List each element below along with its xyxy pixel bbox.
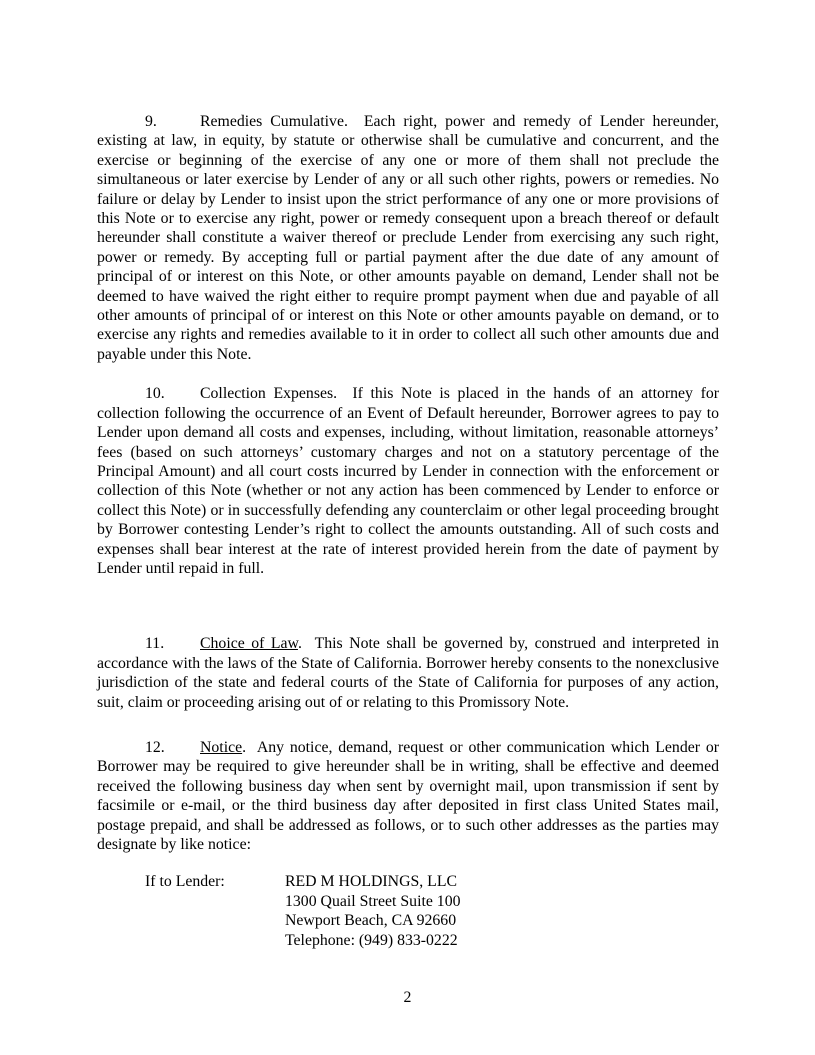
section-10-separator: . [333,385,353,403]
section-10-number: 10. [145,385,165,403]
lender-address [285,872,461,950]
section-9-separator: . [343,113,364,130]
lender-name: RED M HOLDINGS, LLC [285,873,458,891]
lender-city-state-zip: Newport Beach, CA 92660 [285,912,457,930]
lender-notice-label: If to Lender: [145,873,225,891]
section-12-body-text: Any notice, demand, request or other communication which Lender or Borrower may be required to give hereunder shall be in writing, shall be effective and deemed received the following business day when sent by overnight mail, upon transmission if sent by facsimile or e-mail, or the third business day after deposited in first class United States mail, postage prepaid, and shall be addressed as follows, or to such other addresses as the parties may designate by like notice: [97,738,719,853]
section-10-collection-expenses [97,384,719,578]
lender-notice-block [145,872,719,950]
section-12-heading: Notice [200,738,243,756]
section-10-heading: Collection Expenses [200,385,334,403]
document-body [97,112,719,950]
section-12-notice [97,738,719,854]
section-11-number: 11. [145,635,165,653]
section-9-number: 9. [145,113,157,130]
section-11-body-text: This Note shall be governed by, construed and interpreted in accordance with the laws of the State of California. Borrower hereby consents to the nonexclusive jurisdiction of the state and federal courts of the State of California for purposes of any action, suit, claim or proceeding arising out of or relating to this Promissory Note. [97,635,719,711]
section-12-separator: . [242,738,257,756]
section-12-number: 12. [145,738,165,756]
section-9-remedies-cumulative [97,112,719,364]
section-9-heading: Remedies Cumulative [200,113,344,130]
lender-street-address: 1300 Quail Street Suite 100 [285,892,461,910]
section-11-heading: Choice of Law [200,635,298,653]
page-number: 2 [403,989,412,1006]
section-10-body-text: If this Note is placed in the hands of an attorney for collection following the occurrence of an Event of Default hereunder, Borrower agrees to pay to Lender upon demand all costs and expenses, including, without limitation, reasonable attorneys’ fees (based on such attorneys’ customary charges and not on a statutory percentage of the Principal Amount) and all court costs incurred by Lender in connection with the enforcement or collection of this Note (whether or not any action has been commenced by Lender to enforce or collect this Note) or in successfully defending any counterclaim or other legal proceeding brought by Borrower contesting Lender’s right to collect the amounts outstanding. All of such costs and expenses shall bear interest at the rate of interest provided herein from the date of payment by Lender until repaid in full. [97,385,719,577]
section-9-body-text: Each right, power and remedy of Lender hereunder, existing at law, in equity, by statute or otherwise shall be cumulative and concurrent, and the exercise or beginning of the exercise of any one or more of them shall not preclude the simultaneous or later exercise by Lender of any or all such other rights, powers or remedies. No failure or delay by Lender to insist upon the strict performance of any one or more provisions of this Note or to exercise any right, power or remedy consequent upon a breach thereof or default hereunder shall constitute a waiver thereof or preclude Lender from exercising any such right, power or remedy. By accepting full or partial payment after the due date of any amount of principal of or interest on this Note, or other amounts payable on demand, Lender shall not be deemed to have waived the right either to require prompt payment when due and payable of all other amounts of principal of or interest on this Note or other amounts payable on demand, or to exercise any rights and remedies available to it in order to collect all such other amounts due and payable under this Note. [97,113,719,363]
section-11-separator: . [297,635,315,653]
lender-telephone: Telephone: (949) 833-0222 [285,931,458,949]
section-11-choice-of-law [97,634,719,712]
